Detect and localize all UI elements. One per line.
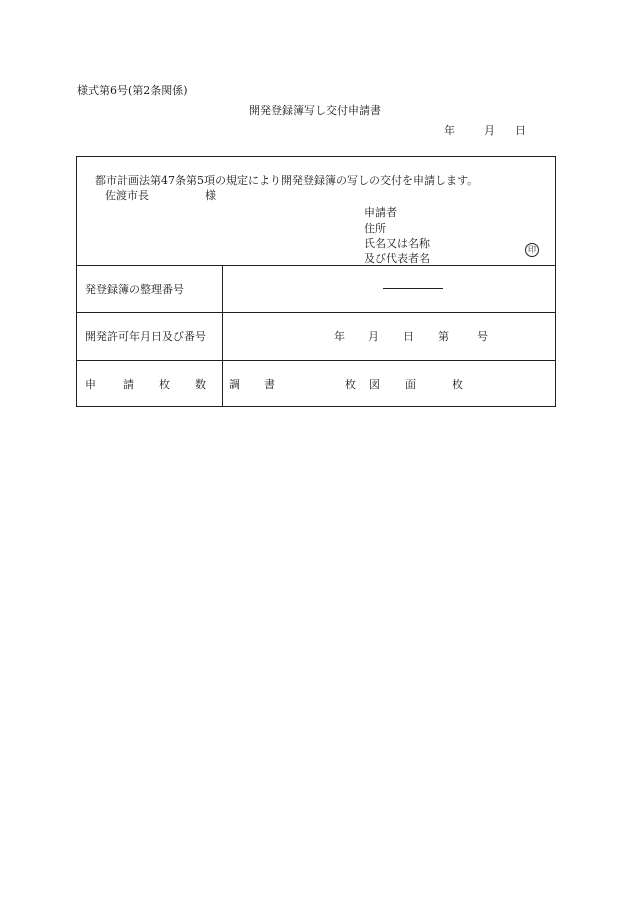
application-count-label <box>85 379 206 390</box>
count-sho: 書 <box>264 378 275 391</box>
addressee <box>105 190 216 201</box>
permit-go: 号 <box>477 330 488 343</box>
permit-month: 月 <box>368 330 379 343</box>
row-divider <box>77 312 555 313</box>
count-label-char: 数 <box>195 378 206 391</box>
seal-icon: 印 <box>525 243 539 257</box>
count-mai-documents: 枚 <box>345 378 356 391</box>
registry-number-label: 発登録簿の整理番号 <box>85 283 184 296</box>
date-month: 月 <box>484 124 495 137</box>
count-label-char: 請 <box>123 378 134 391</box>
application-statement: 都市計画法第47条第5項の規定により開発登録簿の写しの交付を申請します。 <box>95 174 479 187</box>
permit-year: 年 <box>334 330 345 343</box>
column-divider <box>222 265 223 407</box>
permit-date-number-fields <box>334 331 488 342</box>
application-count-fields <box>229 379 463 390</box>
date-year: 年 <box>444 124 455 137</box>
permit-date-number-label: 開発許可年月日及び番号 <box>85 330 206 343</box>
date-day: 日 <box>515 124 526 137</box>
application-date <box>444 125 526 136</box>
application-form-table <box>76 156 556 407</box>
row-divider <box>77 265 555 266</box>
count-men: 面 <box>405 378 416 391</box>
count-cho: 調 <box>229 378 240 391</box>
registry-number-line <box>383 288 443 289</box>
form-number: 様式第6号(第2条関係) <box>77 84 188 97</box>
addressee-name: 佐渡市長 <box>105 189 149 202</box>
representative-label: 及び代表者名 <box>364 252 430 265</box>
permit-dai: 第 <box>438 330 449 343</box>
count-label-char: 申 <box>85 378 96 391</box>
name-label: 氏名又は名称 <box>364 237 430 250</box>
count-mai-drawings: 枚 <box>452 378 463 391</box>
permit-day: 日 <box>403 330 414 343</box>
applicant-label: 申請者 <box>364 206 397 219</box>
count-label-char: 枚 <box>159 378 170 391</box>
document-title: 開発登録簿写し交付申請書 <box>249 104 381 117</box>
addressee-honorific: 様 <box>205 189 216 202</box>
count-zu: 図 <box>369 378 380 391</box>
address-label: 住所 <box>364 222 386 235</box>
row-divider <box>77 360 555 361</box>
